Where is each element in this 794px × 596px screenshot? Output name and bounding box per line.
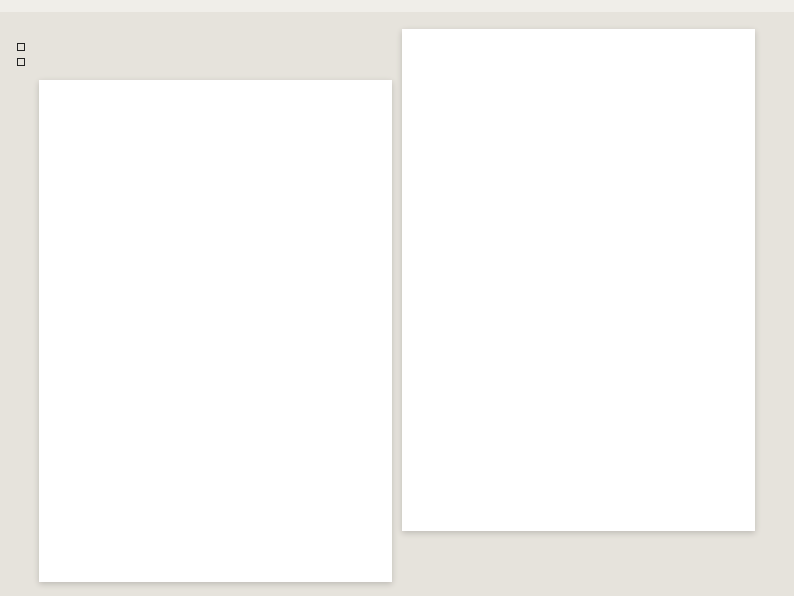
checkbox-icon bbox=[17, 43, 25, 51]
background-band bbox=[0, 0, 794, 12]
planner-page-right bbox=[402, 29, 755, 531]
feature-in-korean bbox=[17, 58, 37, 66]
planner-page-left bbox=[39, 80, 392, 582]
checkbox-icon bbox=[17, 58, 25, 66]
feature-instant-download bbox=[17, 43, 37, 51]
